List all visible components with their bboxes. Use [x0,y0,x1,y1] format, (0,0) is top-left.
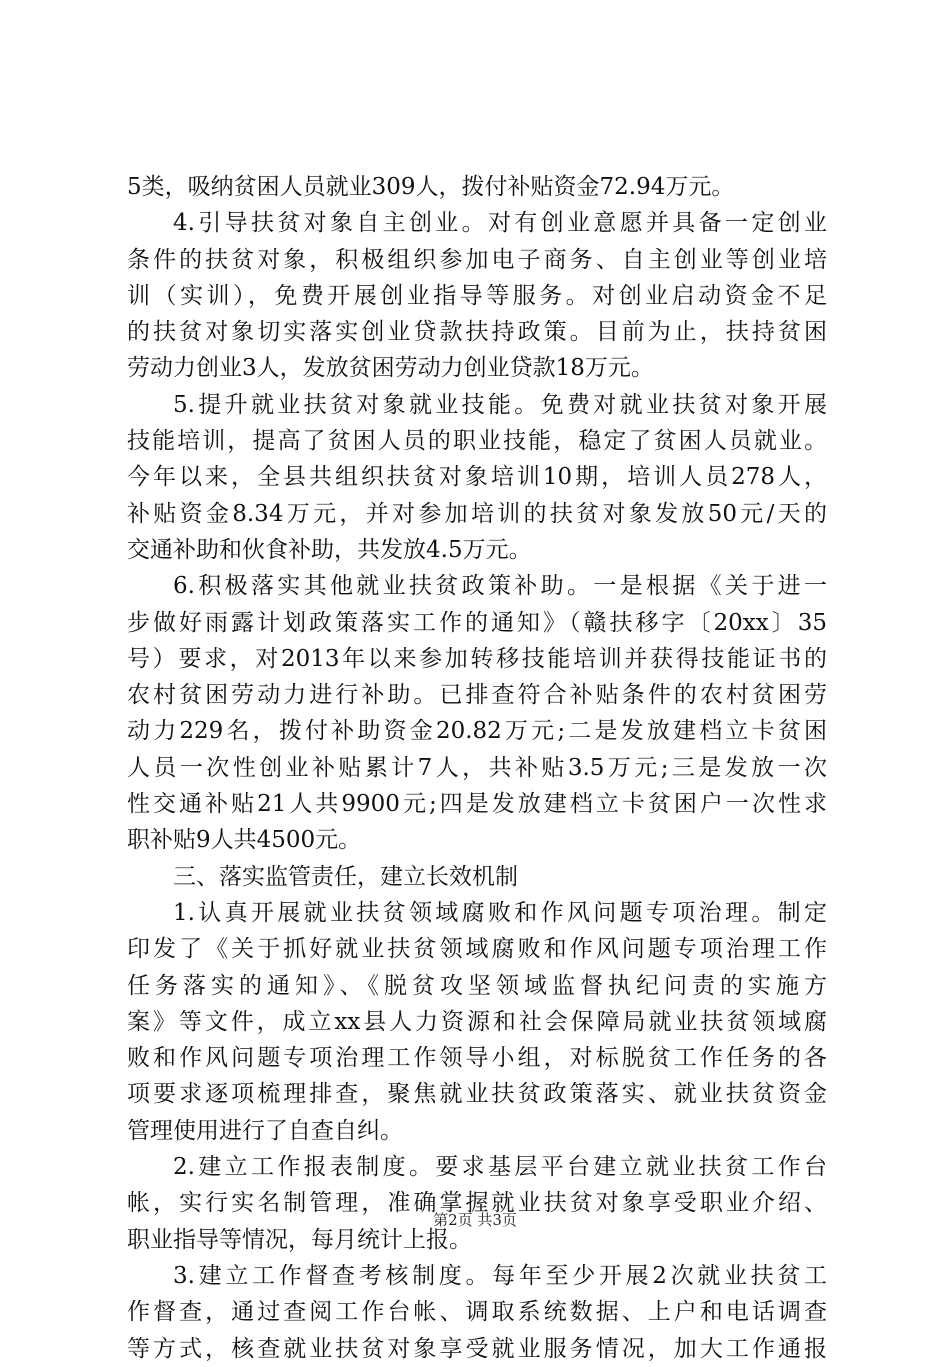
text-line: 败和作风问题专项治理工作领导小组，对标脱贫工作任务的各 [127,1045,827,1072]
text-line: 今年以来，全县共组织扶贫对象培训10期，培训人员278人， [127,464,827,491]
text-line: 补贴资金8.34万元，并对参加培训的扶贫对象发放50元/天的 [127,500,827,527]
text-line: 技能培训，提高了贫困人员的职业技能，稳定了贫困人员就业。 [127,428,827,455]
text-line: 案》等文件，成立xx县人力资源和社会保障局就业扶贫领域腐 [127,1008,827,1035]
text-line: 步做好雨露计划政策落实工作的通知》（赣扶移字〔20xx〕35 [127,609,827,636]
document-body [127,169,827,1367]
text-line: 交通补助和伙食补助，共发放4.5万元。 [127,536,532,563]
text-line: 2.建立工作报表制度。要求基层平台建立就业扶贫工作台 [173,1154,827,1181]
text-line: 人员一次性创业补贴累计7人，共补贴3.5万元;三是发放一次 [127,754,827,781]
text-line: 职补贴9人共4500元。 [127,827,362,854]
text-line: 性交通补贴21人共9900元;四是发放建档立卡贫困户一次性求 [127,791,827,818]
text-line: 3.建立工作督查考核制度。每年至少开展2次就业扶贫工 [173,1262,827,1289]
text-line: 号）要求，对2013年以来参加转移技能培训并获得技能证书的 [127,645,827,672]
text-line: 项要求逐项梳理排查，聚焦就业扶贫政策落实、就业扶贫资金 [127,1081,827,1108]
text-line: 任务落实的通知》、《脱贫攻坚领域监督执纪问责的实施方 [127,972,827,999]
text-line: 6.积极落实其他就业扶贫政策补助。一是根据《关于进一 [173,573,827,600]
text-line: 条件的扶贫对象，积极组织参加电子商务、自主创业等创业培 [127,246,827,273]
text-line: 4.引导扶贫对象自主创业。对有创业意愿并具备一定创业 [173,210,827,237]
text-line: 5.提升就业扶贫对象就业技能。免费对就业扶贫对象开展 [173,391,827,418]
page-footer: 第2页 共3页 [433,1211,517,1229]
text-line: 印发了《关于抓好就业扶贫领域腐败和作风问题专项治理工作 [127,936,827,963]
text-line: 的扶贫对象切实落实创业贷款扶持政策。目前为止，扶持贫困 [127,319,827,346]
text-line: 三、落实监管责任，建立长效机制 [173,863,518,890]
text-line: 作督查，通过查阅工作台帐、调取系统数据、上户和电话调查 [127,1299,827,1326]
text-line: 训（实训），免费开展创业指导等服务。对创业启动资金不足 [127,282,827,309]
text-line: 等方式，核查就业扶贫对象享受就业服务情况，加大工作通报 [127,1335,827,1362]
text-line: 5类，吸纳贫困人员就业309人，拨付补贴资金72.94万元。 [127,174,735,200]
text-line: 农村贫困劳动力进行补助。已排查符合补贴条件的农村贫困劳 [127,682,827,709]
text-line: 职业指导等情况，每月统计上报。 [127,1226,472,1253]
text-line: 帐，实行实名制管理，准确掌握就业扶贫对象享受职业介绍、 [127,1190,827,1217]
text-line: 管理使用进行了自查自纠。 [127,1117,403,1144]
text-line: 动力229名，拨付补助资金20.82万元;二是发放建档立卡贫困 [127,718,827,745]
text-line: 劳动力创业3人，发放贫困劳动力创业贷款18万元。 [127,355,654,382]
text-line: 1.认真开展就业扶贫领域腐败和作风问题专项治理。制定 [173,899,827,926]
